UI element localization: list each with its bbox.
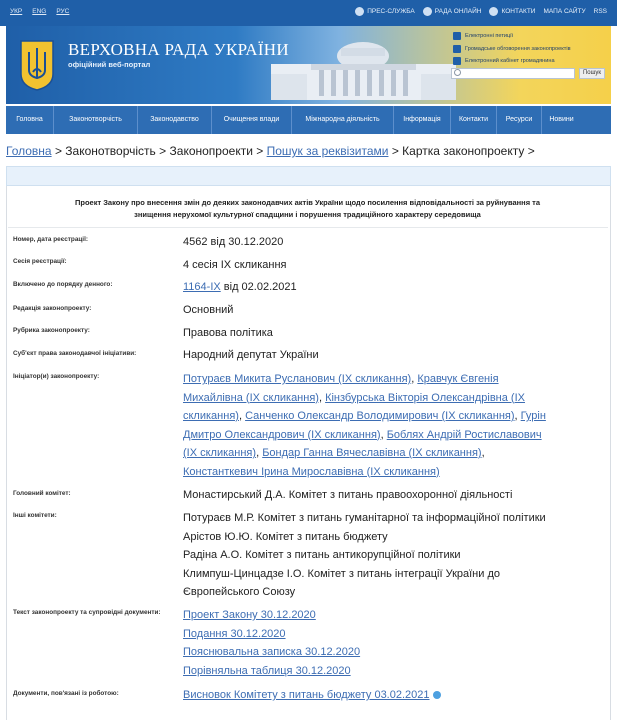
initiator-link[interactable]: скликання) bbox=[183, 410, 239, 422]
lang-rus[interactable]: РУС bbox=[56, 8, 70, 15]
parliament-building-image bbox=[271, 34, 456, 100]
committee-line: Потураєв М.Р. Комітет з питань гуманітарної та інформаційної політики bbox=[183, 512, 546, 524]
lang-ukr[interactable]: УКР bbox=[10, 8, 23, 15]
initiator-line bbox=[183, 463, 546, 482]
doc-link-bill-text[interactable]: Проект Закону 30.12.2020 bbox=[183, 609, 316, 621]
language-switcher bbox=[10, 8, 69, 15]
initiator-line bbox=[183, 407, 546, 426]
breadcrumb-home[interactable]: Головна bbox=[6, 144, 52, 158]
lang-eng[interactable]: ENG bbox=[32, 8, 47, 15]
initiator-link[interactable]: Бондар Ганна Вячеславівна (IX скликання) bbox=[262, 447, 482, 459]
reg-label: Номер, дата реєстрації: bbox=[13, 236, 88, 243]
discussion-icon bbox=[453, 45, 461, 53]
site-title[interactable]: ВЕРХОВНА РАДА УКРАЇНИ bbox=[68, 40, 289, 59]
committee-line: Радіна А.О. Комітет з питань антикорупційної політики bbox=[183, 549, 461, 561]
nav-news[interactable]: Новини bbox=[549, 116, 574, 123]
quicklink-public-discussion[interactable]: Громадське обговорення законопроектів bbox=[453, 43, 611, 56]
nav-contacts[interactable]: Контакти bbox=[451, 106, 497, 134]
doc-link-comparative-table[interactable]: Порівняльна таблиця 30.12.2020 bbox=[183, 664, 351, 677]
phone-icon bbox=[489, 7, 498, 16]
top-strip bbox=[0, 0, 617, 26]
breadcrumb-lawmaking: Законотворчість bbox=[65, 144, 156, 158]
initiators-label: Ініціатор(и) законопроекту: bbox=[13, 373, 100, 380]
initiator-link[interactable]: (IX скликання) bbox=[183, 447, 257, 459]
initiator-link[interactable]: Санченко Олександр Володимирович (IX скликання) bbox=[245, 410, 515, 422]
edition-value: Основний bbox=[183, 304, 234, 316]
breadcrumb-bills: Законопроекти bbox=[169, 144, 253, 158]
related-docs bbox=[183, 686, 441, 705]
nav-legislation[interactable]: Законодавство bbox=[138, 106, 212, 134]
initiator-link[interactable]: Дмитро Олександрович (IX скликання) bbox=[183, 428, 381, 441]
quicklink-citizen-cabinet[interactable]: Електронний кабінет громадянина bbox=[453, 55, 611, 68]
nav-resources[interactable]: Ресурси bbox=[497, 106, 542, 134]
petition-icon bbox=[453, 32, 461, 40]
sitemap-link[interactable]: МАПА САЙТУ bbox=[543, 8, 586, 15]
main-committee-label: Головний комітет: bbox=[13, 490, 71, 497]
search-input[interactable] bbox=[451, 68, 575, 79]
initiator-link[interactable]: Потураєв Микита Русланович (IX скликання) bbox=[183, 373, 412, 385]
site-banner bbox=[6, 26, 611, 104]
search-icon bbox=[454, 69, 461, 76]
initiator-line bbox=[183, 370, 546, 389]
info-icon[interactable] bbox=[433, 691, 441, 699]
press-icon bbox=[355, 7, 364, 16]
doc-link-submission[interactable]: Подання 30.12.2020 bbox=[183, 627, 286, 640]
breadcrumb-separator: > bbox=[256, 144, 264, 158]
bill-title: Проект Закону про внесення змін до деяких законодавчих актів України щодо посилення відповідальності за руйнування та знищення нерухомої культурної спадщини і порушення традиційного характеру середовища bbox=[74, 198, 540, 219]
section-header-bar bbox=[6, 166, 611, 186]
nav-lustration[interactable]: Очищення влади bbox=[212, 106, 292, 134]
rada-online-link[interactable]: РАДА ОНЛАЙН bbox=[423, 7, 482, 16]
breadcrumb-separator: > bbox=[159, 144, 167, 158]
nav-home[interactable]: Головна bbox=[6, 106, 54, 134]
initiator-link[interactable]: Кінзбурська Вікторія Олександрівна (IX bbox=[325, 391, 525, 404]
agenda-link[interactable]: 1164-IX bbox=[183, 281, 221, 293]
search-button[interactable]: Пошук bbox=[579, 68, 605, 79]
agenda-label: Включено до порядку денного: bbox=[13, 281, 113, 288]
top-links bbox=[355, 7, 607, 16]
press-service-link[interactable]: ПРЕС-СЛУЖБА bbox=[355, 7, 415, 16]
separator-comma: , bbox=[238, 410, 243, 422]
doc-link-explanatory-note[interactable]: Пояснювальна записка 30.12.2020 bbox=[183, 646, 361, 658]
initiators-list bbox=[183, 370, 546, 481]
initiator-link[interactable]: Гурін bbox=[520, 410, 546, 422]
session-value: 4 сесія IX скликання bbox=[183, 259, 287, 271]
nav-lawmaking[interactable]: Законотворчість bbox=[54, 106, 138, 134]
initiator-line bbox=[183, 426, 546, 445]
reg-value: 4562 від 30.12.2020 bbox=[183, 236, 284, 248]
separator-comma: , bbox=[411, 373, 415, 385]
breadcrumb bbox=[6, 144, 535, 158]
edition-label: Редакція законопроекту: bbox=[13, 305, 92, 312]
initiator-link[interactable]: Михайлівна (IX скликання) bbox=[183, 391, 319, 404]
rubric-label: Рубрика законопроекту: bbox=[13, 327, 90, 334]
main-committee-value: Монастирський Д.А. Комітет з питань правоохоронної діяльності bbox=[183, 489, 513, 501]
session-label: Сесія реєстрації: bbox=[13, 258, 67, 265]
initiator-link[interactable]: Кравчук Євгенія bbox=[417, 373, 499, 385]
separator-comma: , bbox=[318, 391, 323, 404]
initiator-line bbox=[183, 389, 546, 408]
rss-link[interactable]: RSS bbox=[593, 8, 607, 15]
subject-value: Народний депутат України bbox=[183, 349, 319, 361]
rubric-value: Правова політика bbox=[183, 327, 273, 339]
divider bbox=[8, 227, 608, 228]
site-subtitle: офіційний веб-портал bbox=[68, 60, 151, 69]
main-nav bbox=[6, 106, 611, 134]
separator-comma: , bbox=[380, 428, 384, 441]
agenda-value bbox=[183, 278, 297, 297]
committee-line: Арістов Ю.Ю. Комітет з питань бюджету bbox=[183, 530, 388, 543]
trident-emblem-icon[interactable] bbox=[18, 38, 56, 92]
separator-comma: , bbox=[514, 410, 518, 422]
docs-label: Текст законопроекту та супровідні документи: bbox=[13, 609, 161, 616]
breadcrumb-current: Картка законопроекту bbox=[402, 144, 525, 158]
committee-line: Климпуш-Цинцадзе І.О. Комітет з питань інтеграції України до bbox=[183, 567, 500, 580]
nav-international[interactable]: Міжнародна діяльність bbox=[292, 106, 394, 134]
initiator-line bbox=[183, 444, 546, 463]
initiator-link[interactable]: Константкевич Ірина Мирославівна (IX скликання) bbox=[183, 465, 440, 478]
committee-line: Європейського Союзу bbox=[183, 586, 296, 598]
breadcrumb-separator: > bbox=[54, 144, 62, 158]
separator-comma: , bbox=[481, 447, 485, 459]
quicklink-petitions[interactable]: Електронні петиції bbox=[453, 30, 611, 43]
other-committees-label: Інші комітети: bbox=[13, 512, 57, 519]
contacts-link[interactable]: КОНТАКТИ bbox=[489, 7, 535, 16]
agenda-date: від 02.02.2021 bbox=[223, 281, 297, 293]
related-doc-link[interactable]: Висновок Комітету з питань бюджету 03.02.2021 bbox=[183, 689, 430, 701]
breadcrumb-search[interactable]: Пошук за реквізитами bbox=[266, 144, 389, 158]
broadcast-icon bbox=[423, 7, 432, 16]
documents-list bbox=[183, 606, 360, 680]
separator-comma: , bbox=[256, 447, 260, 459]
breadcrumb-separator: > bbox=[391, 144, 399, 158]
other-committees-list bbox=[183, 509, 546, 602]
initiator-link[interactable]: Боблях Андрій Ростиславович bbox=[386, 428, 542, 441]
cabinet-icon bbox=[453, 57, 461, 65]
related-label: Документи, пов'язані із роботою: bbox=[13, 690, 119, 697]
subject-label: Суб'єкт права законодавчої ініціативи: bbox=[13, 350, 137, 357]
breadcrumb-separator: > bbox=[527, 144, 535, 158]
nav-information[interactable]: Інформація bbox=[394, 106, 451, 134]
